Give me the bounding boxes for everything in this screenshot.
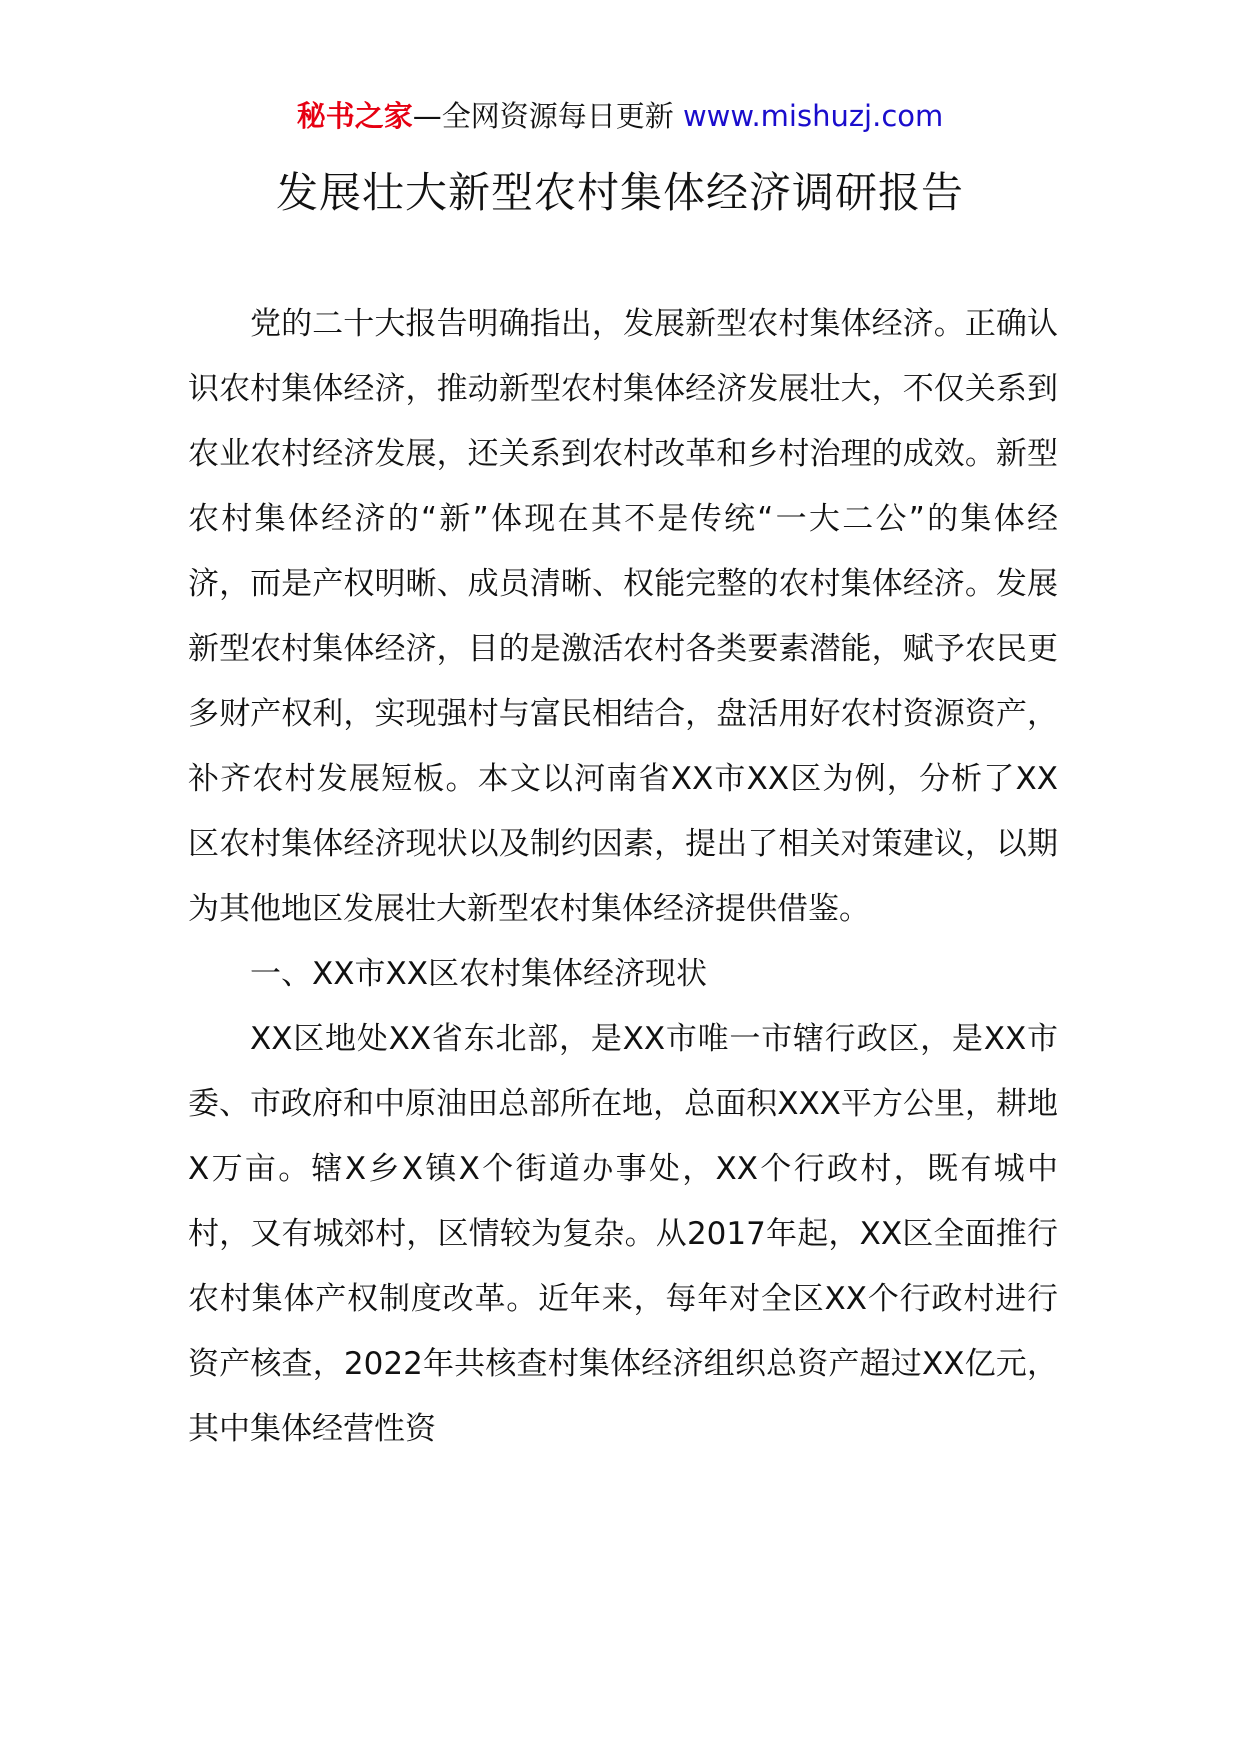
section-paragraph: XX区地处XX省东北部，是XX市唯一市辖行政区，是XX市委、市政府和中原油田总部所在地，总面积XXX平方公里，耕地X万亩。辖X乡X镇X个街道办事处，XX个行政村，既有城中村，又有城郊村，区情较为复杂。从2017年起，XX区全面推行农村集体产权制度改革。近年来，每年对全区XX个行政村进行资产核查，2022年共核查村集体经济组织总资产超过XX亿元，其中集体经营性资	[188, 1021, 1058, 1447]
site-slogan: —全网资源每日更新	[412, 99, 674, 133]
document-body	[188, 292, 1058, 1462]
site-header	[0, 96, 1240, 136]
document-title: 发展壮大新型农村集体经济调研报告	[275, 168, 964, 217]
site-url-link[interactable]: www.mishuzj.com	[682, 99, 944, 133]
intro-paragraph: 党的二十大报告明确指出，发展新型农村集体经济。正确认识农村集体经济，推动新型农村集体经济发展壮大，不仅关系到农业农村经济发展，还关系到农村改革和乡村治理的成效。新型农村集体经济的“新”体现在其不是传统“一大二公”的集体经济，而是产权明晰、成员清晰、权能完整的农村集体经济。发展新型农村集体经济，目的是激活农村各类要素潜能，赋予农民更多财产权利，实现强村与富民相结合，盘活用好农村资源资产，补齐农村发展短板。本文以河南省XX市XX区为例，分析了XX区农村集体经济现状以及制约因素，提出了相关对策建议，以期为其他地区发展壮大新型农村集体经济提供借鉴。	[188, 306, 1058, 927]
section-heading: 一、XX市XX区农村集体经济现状	[250, 956, 707, 992]
brand-name: 秘书之家	[296, 99, 413, 133]
